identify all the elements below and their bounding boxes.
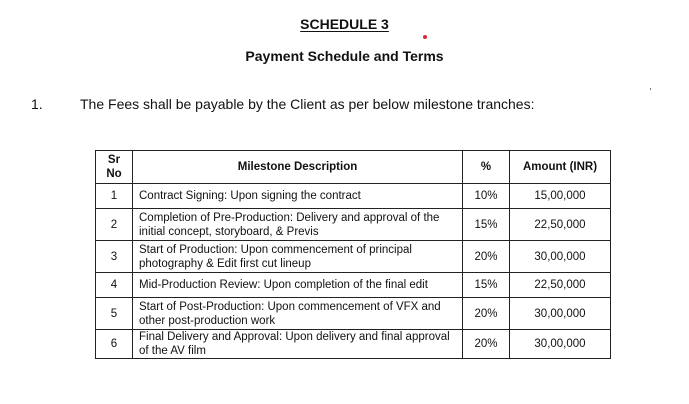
row-sr: 4 [96,273,133,298]
table-row [96,298,611,330]
row-percent: 15% [463,273,510,298]
row-percent: 20% [463,241,510,273]
row-amount: 30,00,000 [510,298,611,330]
row-percent: 20% [463,298,510,330]
row-description: Completion of Pre-Production: Delivery and approval of the initial concept, storyboard, & Previs [133,209,463,241]
row-percent: 10% [463,184,510,209]
schedule-subtitle: Payment Schedule and Terms [245,48,444,64]
scan-speck [650,88,651,90]
row-sr: 5 [96,298,133,330]
clause-number: 1. [31,96,43,112]
row-description: Start of Production: Upon commencement of principal photography & Edit first cut lineup [133,241,463,273]
header-milestone: Milestone Description [133,151,463,184]
table-header-row [96,151,611,184]
row-sr: 2 [96,209,133,241]
row-description: Start of Post-Production: Upon commencement of VFX and other post-production work [133,298,463,330]
row-description: Final Delivery and Approval: Upon delivery and final approval of the AV film [133,330,463,359]
table-row [96,241,611,273]
row-percent: 15% [463,209,510,241]
row-sr: 1 [96,184,133,209]
row-amount: 30,00,000 [510,241,611,273]
table-row [96,330,611,359]
row-amount: 22,50,000 [510,273,611,298]
header-sr-no: Sr No [96,151,133,184]
row-amount: 22,50,000 [510,209,611,241]
row-amount: 30,00,000 [510,330,611,359]
table-row [96,209,611,241]
row-percent: 20% [463,330,510,359]
red-dot-mark [423,35,427,39]
row-amount: 15,00,000 [510,184,611,209]
row-sr: 6 [96,330,133,359]
clause-text: The Fees shall be payable by the Client as per below milestone tranches: [80,96,535,112]
header-amount: Amount (INR) [510,151,611,184]
milestone-table [95,150,611,359]
table-row [96,184,611,209]
header-percent: % [463,151,510,184]
row-description: Contract Signing: Upon signing the contract [133,184,463,209]
row-description: Mid-Production Review: Upon completion of the final edit [133,273,463,298]
table-row [96,273,611,298]
schedule-title: SCHEDULE 3 [300,16,389,32]
row-sr: 3 [96,241,133,273]
